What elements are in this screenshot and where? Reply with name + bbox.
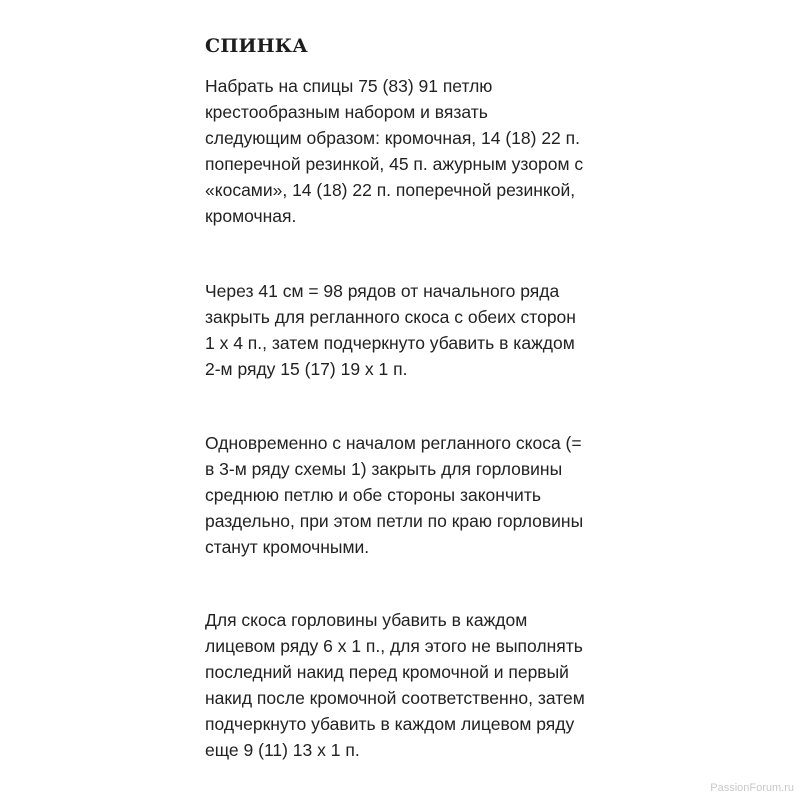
- paragraph-line: кромочная.: [205, 206, 297, 226]
- paragraph-neckline-decrease: [205, 607, 625, 763]
- paragraph-line: станут кромочными.: [205, 537, 370, 557]
- paragraph-line: в 3-м ряду схемы 1) закрыть для горловины: [205, 459, 563, 479]
- paragraph-line: следующим образом: кромочная, 14 (18) 22 п.: [205, 128, 580, 148]
- paragraph-line: Одновременно с началом регланного скоса (=: [205, 433, 582, 453]
- paragraph-line: лицевом ряду 6 х 1 п., для этого не выполнять: [205, 636, 583, 656]
- watermark: PassionForum.ru: [710, 782, 794, 794]
- paragraph-line: 2-м ряду 15 (17) 19 х 1 п.: [205, 359, 408, 379]
- paragraph-line: поперечной резинкой, 45 п. ажурным узором с: [205, 154, 584, 174]
- paragraph-line: Для скоса горловины убавить в каждом: [205, 610, 528, 630]
- paragraph-cast-on: [205, 73, 625, 229]
- paragraph-line: «косами», 14 (18) 22 п. поперечной резинкой,: [205, 180, 576, 200]
- paragraph-line: среднюю петлю и обе стороны закончить: [205, 485, 541, 505]
- paragraph-line: раздельно, при этом петли по краю горловины: [205, 511, 584, 531]
- paragraph-line: последний накид перед кромочной и первый: [205, 662, 569, 682]
- paragraph-line: подчеркнуто убавить в каждом лицевом ряду: [205, 714, 575, 734]
- paragraph-line: Через 41 см = 98 рядов от начального ряда: [205, 281, 560, 301]
- paragraph-line: Набрать на спицы 75 (83) 91 петлю: [205, 76, 493, 96]
- paragraph-line: крестообразным набором и вязать: [205, 102, 488, 122]
- paragraph-raglan: [205, 278, 625, 382]
- section-heading: СПИНКА: [205, 35, 308, 57]
- paragraph-line: еще 9 (11) 13 х 1 п.: [205, 740, 360, 760]
- paragraph-line: 1 х 4 п., затем подчеркнуто убавить в каждом: [205, 333, 575, 353]
- paragraph-line: закрыть для регланного скоса с обеих сторон: [205, 307, 576, 327]
- paragraph-neckline-start: [205, 430, 625, 560]
- paragraph-line: накид после кромочной соответственно, затем: [205, 688, 585, 708]
